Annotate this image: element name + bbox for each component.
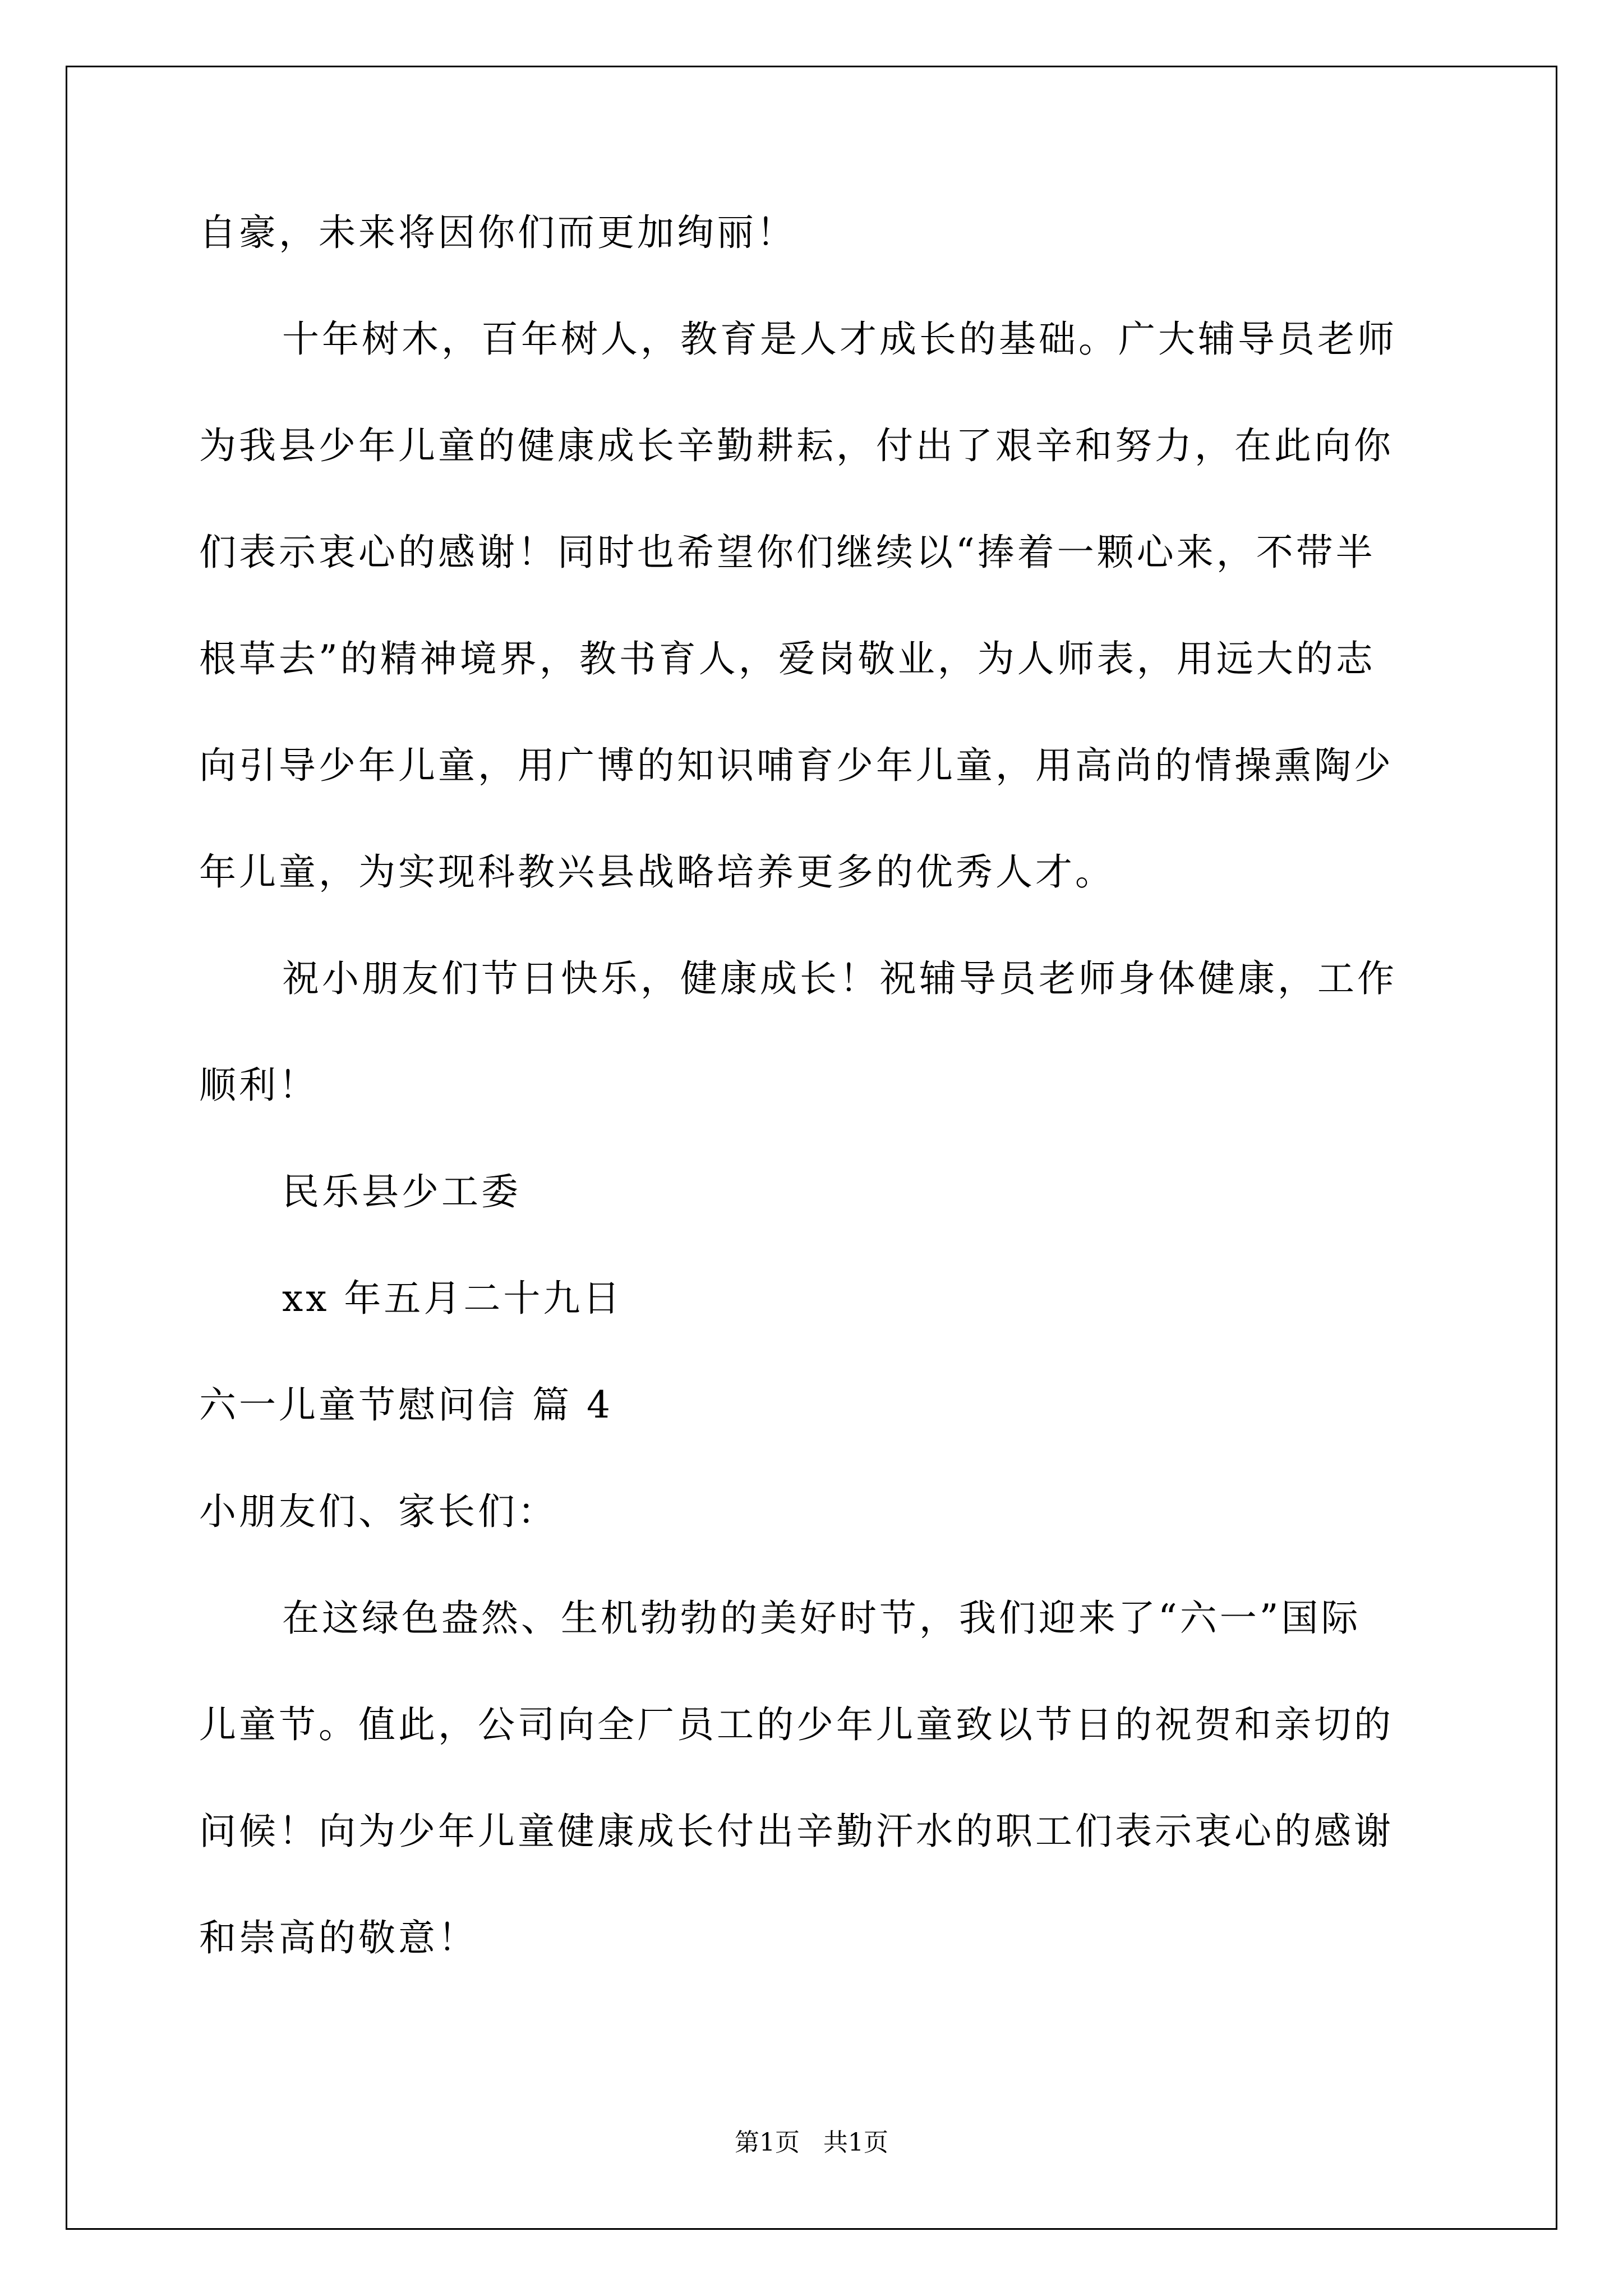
body-line: 们表示衷心的感谢！同时也希望你们继续以“捧着一颗心来，不带半 bbox=[199, 531, 1376, 574]
salutation: 小朋友们、家长们： bbox=[199, 1490, 557, 1533]
body-line: 根草去”的精神境界，教书育人，爱岗敬业，为人师表，用远大的志 bbox=[199, 637, 1376, 680]
paragraph-line: 十年树木，百年树人，教育是人才成长的基础。广大辅导员老师 bbox=[282, 318, 1397, 361]
paragraph-line: 在这绿色盎然、生机勃勃的美好时节，我们迎来了“六一”国际 bbox=[282, 1596, 1361, 1640]
body-line: 儿童节。值此，公司向全厂员工的少年儿童致以节日的祝贺和亲切的 bbox=[199, 1703, 1394, 1746]
body-line: 年儿童，为实现科教兴县战略培养更多的优秀人才。 bbox=[199, 850, 1115, 894]
body-line: 向引导少年儿童，用广博的知识哺育少年儿童，用高尚的情操熏陶少 bbox=[199, 744, 1394, 787]
paragraph-line: 祝小朋友们节日快乐，健康成长！祝辅导员老师身体健康，工作 bbox=[282, 957, 1397, 1000]
page-border bbox=[66, 66, 1557, 2230]
signature-org: 民乐县少工委 bbox=[282, 1170, 521, 1213]
body-line: 顺利！ bbox=[199, 1064, 319, 1107]
body-line: 和崇高的敬意！ bbox=[199, 1916, 478, 1959]
signature-date: xx 年五月二十九日 bbox=[282, 1277, 623, 1320]
body-line: 自豪，未来将因你们而更加绚丽！ bbox=[199, 211, 796, 254]
body-line: 问候！向为少年儿童健康成长付出辛勤汗水的职工们表示衷心的感谢 bbox=[199, 1810, 1394, 1853]
section-heading: 六一儿童节慰问信 篇 4 bbox=[199, 1383, 613, 1427]
body-line: 为我县少年儿童的健康成长辛勤耕耘，付出了艰辛和努力，在此向你 bbox=[199, 424, 1394, 467]
page-footer: 第1页 共1页 bbox=[735, 2128, 888, 2157]
